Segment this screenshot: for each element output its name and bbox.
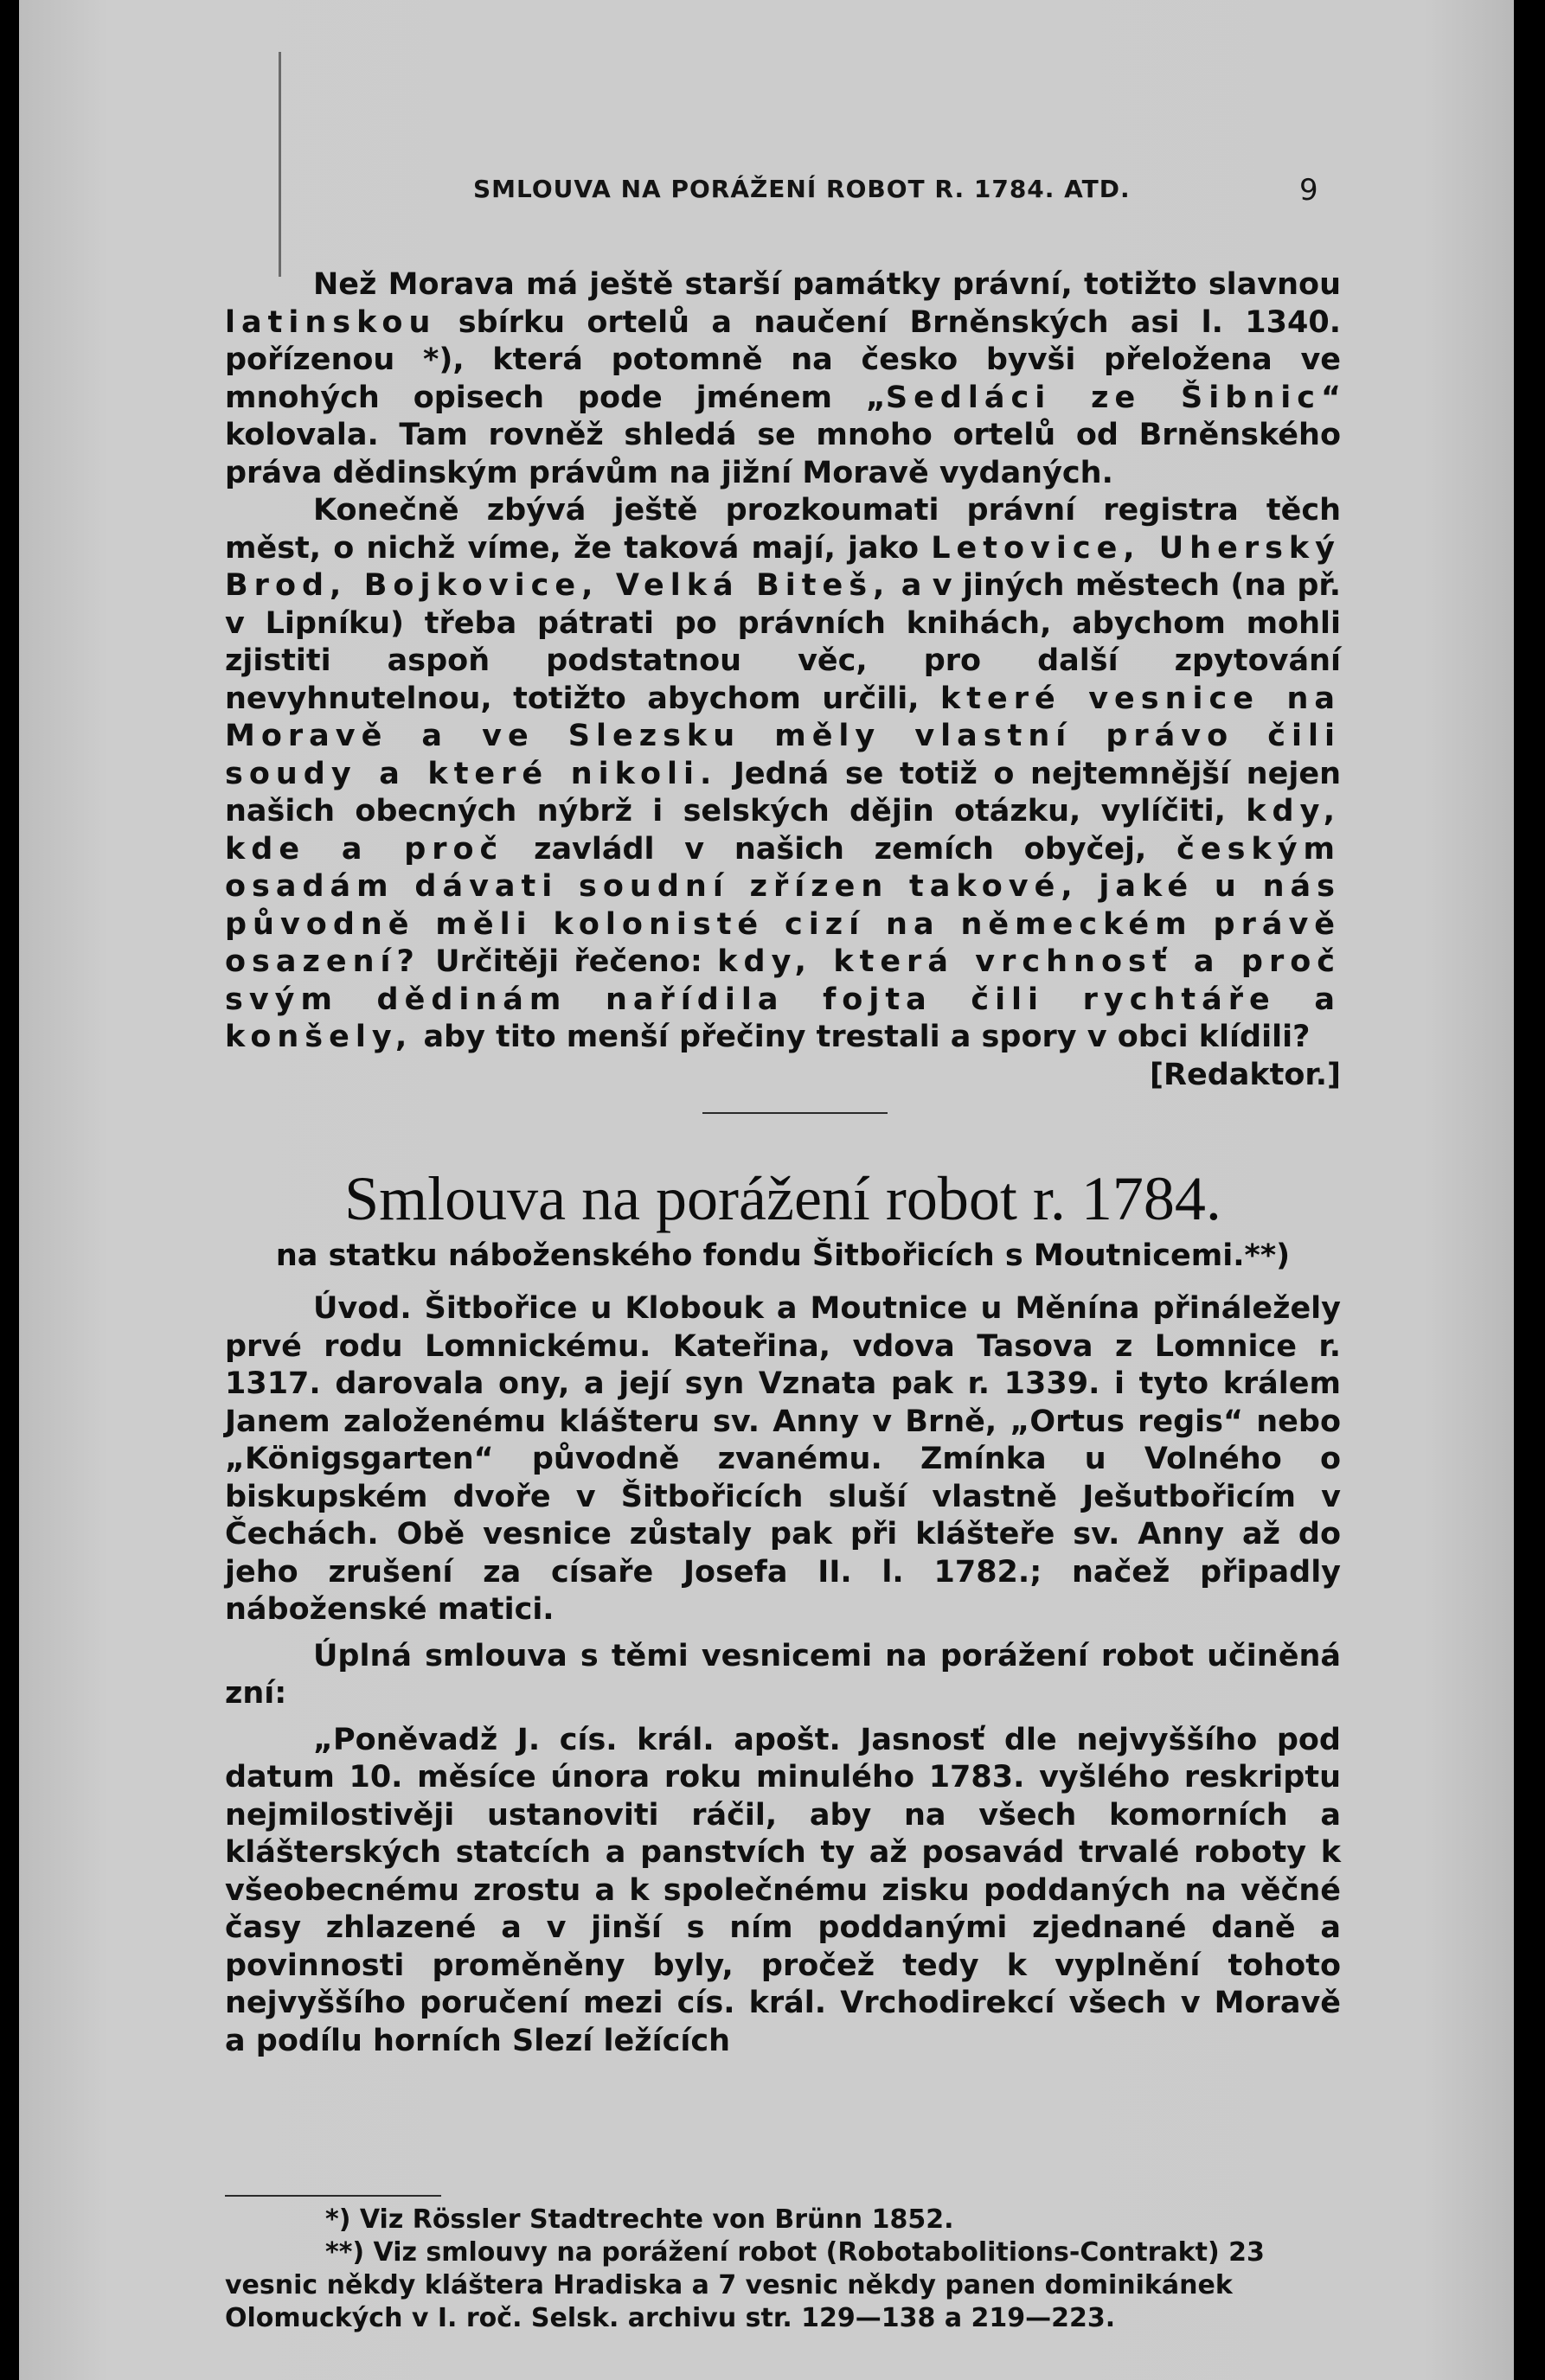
spaced-emphasis: latinskou [225,304,437,340]
spaced-emphasis: které vesnice na Moravě a ve Slezsku měly vlastní právo čili soudy a které nikoli. [225,681,1342,791]
section-divider [702,1112,888,1114]
intro-section [225,266,1341,1094]
article-title: Smlouva na porážení robot r. 1784. [344,1164,1221,1233]
article-subtitle: na statku náboženského fondu Šitbořicích s Moutnicemi.**) [275,1238,1291,1273]
book-page [19,0,1514,2380]
spaced-emphasis: kdy, která vrchnosť a proč svým dědinám nařídila fojta čili rychtáře a konšely, [225,944,1341,1054]
spaced-emphasis: kdy, kde a proč [225,794,1341,867]
footnote-2: **) Viz smlouvy na porážení robot (Robotabolitions-Contrakt) 23 vesnic někdy kláštera Hradiska a 7 vesnic někdy panen dominikánek Olomuckých v I. roč. Selsk. archivu str. 129—138 a 219—223. [225,2237,1265,2333]
article-paragraph-3: „Poněvadž J. cís. král. apošt. Jasnosť dle nejvyššího pod datum 10. měsíce února roku minulého 1783. vyšlého reskriptu nejmilostivěji ustanoviti ráčil, aby na všech komorních a klášterských statcích a panstvích ty až posavád trvalé roboty k všeobecnému zrostu a k společnému zisku poddaných na věčné časy zhlazené a v jinší s ním poddanými zjednané daně a povinnosti proměněny byly, pročež tedy k vyplnění tohoto nejvyššího poručení mezi cís. král. Vrchodirekcí všech v Moravě a podílu horních Slezí ležících [225,1722,1341,2058]
binding-shadow [279,52,281,277]
page-number: 9 [1299,173,1318,208]
editor-signature: [Redaktor.] [1150,1057,1341,1092]
article-paragraph-1: Úvod. Šitbořice u Klobouk a Moutnice u Měnína přináležely prvé rodu Lomnickému. Kateřina, vdova Tasova z Lomnice r. 1317. darovala ony, a její syn Vznata pak r. 1339. i tyto králem Janem založenému klášteru sv. Anny v Brně, „Ortus regis“ nebo „Königsgarten“ původně zvanému. Zmínka u Volného o biskupském dvoře v Šitbořicích sluší vlastně Ješutbořicím v Čechách. Obě vesnice zůstaly pak při klášteře sv. Anny až do jeho zrušení za císaře Josefa II. l. 1782.; načež připadly náboženské matici. [225,1291,1341,1627]
lead-word: Úvod. [313,1291,412,1326]
spaced-emphasis: Sedláci ze Šibnic [885,380,1321,415]
intro-paragraph-2: Konečně zbývá ještě prozkoumati právní registra těch měst, o nichž víme, že taková mají, jako Letovice, Uherský Brod, Bojkovice, Velká Biteš, a v jiných městech (na př. v Lipníku) třeba pátrati po právních knihách, abychom mohli zjistiti aspoň podstatnou věc, pro další zpytování nevyhnutelnou, totižto abychom určili, které vesnice na Moravě a ve Slezsku měly vlastní právo čili soudy a které nikoli. Jedná se totiž o nejtemnější nejen našich obecných nýbrž i selských dějin otázku, vylíčiti, kdy, kde a proč zavládl v našich zemích obyčej, českým osadám dávati soudní zřízen takové, jaké u nás původně měli kolonisté cizí na německém právě osazení? Určitěji řečeno: kdy, která vrchnosť a proč svým dědinám nařídila fojta čili rychtáře a konšely, aby tito menší přečiny trestali a spory v obci klídili? [Redaktor.] [225,492,1341,1057]
article-paragraph-2: Úplná smlouva s těmi vesnicemi na porážení robot učiněná zní: [225,1638,1341,1711]
article-body [225,1290,1341,2060]
footnote-rule [225,2195,441,2197]
intro-paragraph-1: Než Morava má ještě starší památky právní, totižto slavnou latinskou sbírku ortelů a naučení Brněnských asi l. 1340. pořízenou *), která potomně na česko byvši přeložena ve mnohých opisech pode jménem „Sedláci ze Šibnic“ kolovala. Tam rovněž shledá se mnoho ortelů od Brněnského práva dědinským právům na jižní Moravě vydaných. [225,267,1341,490]
spaced-emphasis: Letovice, Uherský Brod, Bojkovice, Velká Biteš, [225,530,1341,603]
running-head: SMLOUVA NA PORÁŽENÍ ROBOT R. 1784. ATD. [473,175,1131,203]
footnote-1: *) Viz Rössler Stadtrechte von Brünn 1852. [325,2204,954,2235]
spaced-emphasis: českým osadám dávati soudní zřízen takové, jaké u nás původně měli kolonisté cizí na německém právě osazení? [225,831,1341,979]
footnotes [225,2204,1341,2335]
